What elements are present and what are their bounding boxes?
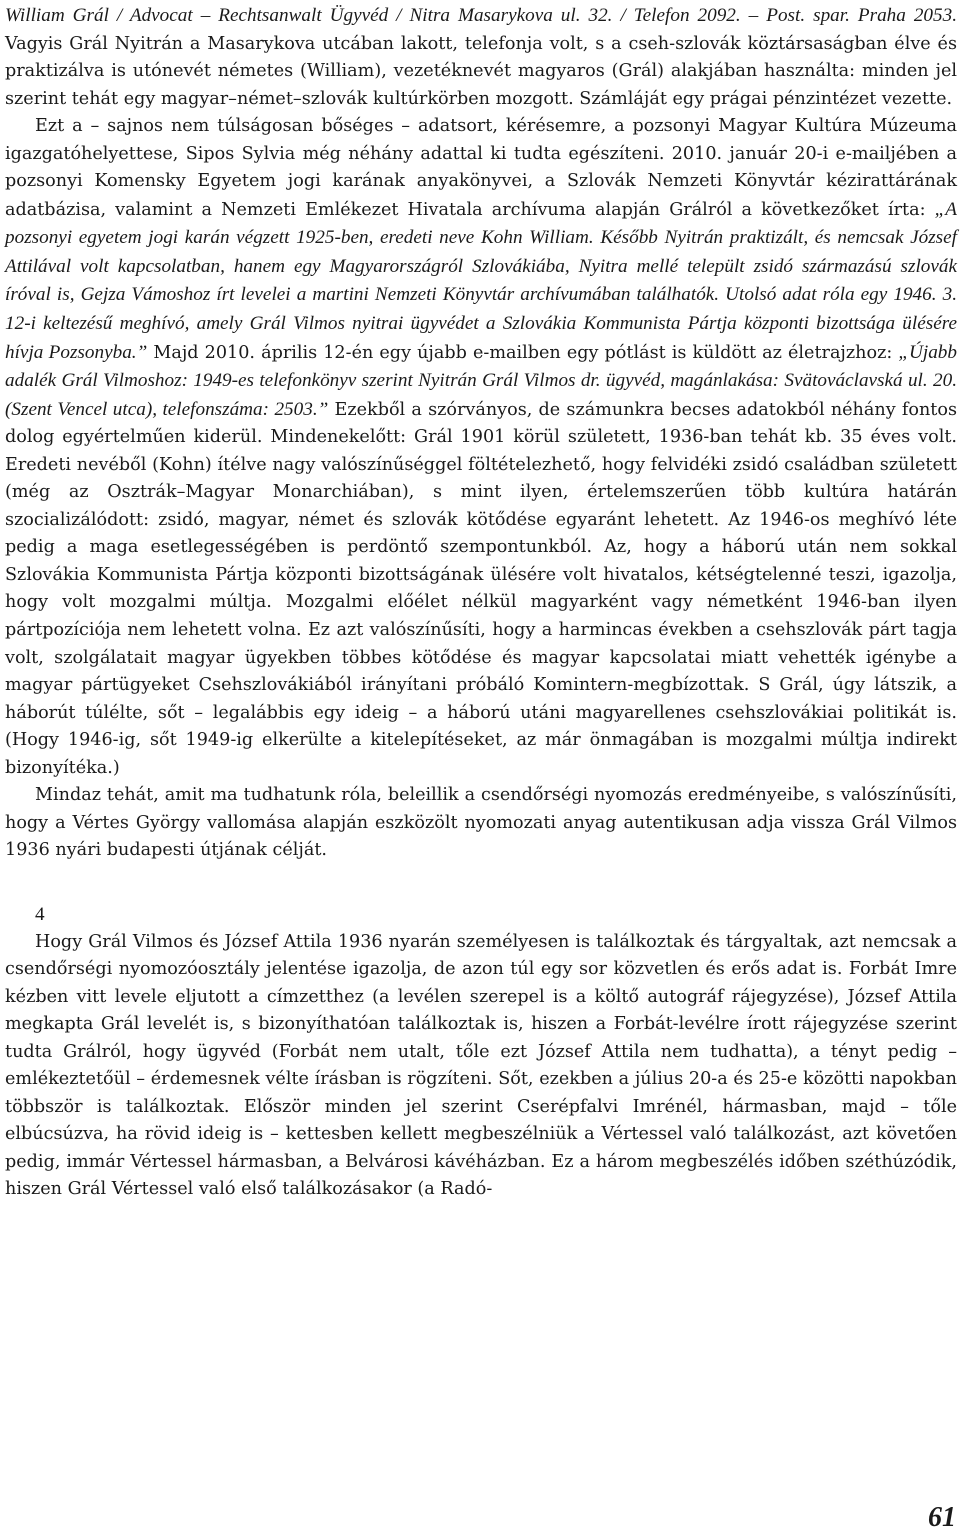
section-number: 4 (35, 903, 45, 925)
footnote-paragraph-2 (5, 113, 957, 782)
section-4-paragraph (5, 929, 957, 1204)
page-number: 61 (928, 1502, 956, 1533)
footnote-paragraph-1 (5, 2, 957, 113)
section-4-text: Hogy Grál Vilmos és József Attila 1936 nyarán személyesen is találkoztak és tárgyaltak, azt nemcsak a csendőrségi nyomozóosztály jelentése igazolja, de azon túl egy sor közvetlen és erős adat is. Forbát Imre kézben vitt levele eljutott a címzetthez (a levélen szerepel is a költő autográf rájegyzése), József Attila megkapta Grál levelét is, s bizonyíthatóan találkoztak is, hiszen a Forbát-levélre írott rájegyzése szerint tudta Grálról, hogy ügyvéd (Forbát nem utalt, tőle ezt József Attila nem tudhatta), a tényt pedig – emlékeztetőül – érdemesnek vélte írásban is rögzíteni. Sőt, ezekben a július 20-a és 25-e közötti napokban többször is találkoztak. Először minden jel szerint Cserépfalvi Imrénél, hármasban, majd – tőle elbúcsúzva, ha rövid ideig is – kettesben kellett megbeszélniük a Vértessel való találkozást, azt követően pedig, immár Vértessel hármasban, a Belvárosi kávéházban. Ez a három megbeszélés időben széthúzódik, hiszen Grál Vértessel való első találkozásakor (a Radó- (5, 931, 957, 1200)
footnote-text-2b: Majd 2010. április 12-én egy újabb e-mailben egy pótlást is küldött az életrajzhoz: (147, 342, 899, 363)
footnote-text-2c: Ezekből a szórványos, de számunkra becses adatokból néhány fontos dolog egyértelműen kiderül. Mindenekelőtt: Grál 1901 körül született, 1936-ban tehát kb. 35 éves volt. Eredeti nevéből (Kohn) ítélve nagy valószínűséggel föltételezhető, hogy felvidéki zsidó családban született (még az Osztrák–Magyar Monarchiában), s mint ilyen, értelemszerűen több kultúra határán szocializálódott: zsidó, magyar, német és szlovák kötődése egyaránt lehetett. Az 1946-os meghívó léte pedig a maga esetlegességében is perdöntő szempontunkból. Az, hogy a háború után nem sokkal Szlovákia Kommunista Pártja központi bizottságának ülésére volt hivatalos, kétségtelenné teszi, igazolja, hogy volt mozgalmi múltja. Mozgalmi előélet nélkül magyarként vagy németként 1946-ban ilyen pártpozíciója nem lehetett volna. Ez azt valószínűsíti, hogy a harmincas években a csehszlovák párt tagja volt, szolgálatait magyar ügyekben többes kötődése és magyar kapcsolatai miatt vehették igénybe a magyar pártügyeket Csehszlovákiából irányítani próbáló Komintern-megbízottak. S Grál, úgy látszik, a háborút túlélte, sőt – legalábbis egy ideig – a háború utáni magyarellenes csehszlovákiai politikát is. (Hogy 1946-ig, sőt 1949-ig elkerülte a kitelepítéseket, az már önmagában is mozgalmi múltja indirekt bizonyítéka.) (5, 399, 957, 778)
footnote-text-3: Mindaz tehát, amit ma tudhatunk róla, beleillik a csendőrségi nyomozás eredményeibe, s valószínűsíti, hogy a Vértes György vallomása alapján eszközölt nyomozati anyag autentikusan adja vissza Grál Vilmos 1936 nyári budapesti útjának célját. (5, 785, 957, 861)
footnote-paragraph-3 (5, 782, 957, 865)
document-page (5, 2, 957, 1204)
quote-email-1: „A pozsonyi egyetem jogi karán végzett 1925-ben, eredeti neve Kohn William. Később Nyitrán praktizált, és nemcsak József Attilával volt kapcsolatban, hanem egy Magyarországról Szlovákiába, Nyitra mellé települt zsidó származású szlovák íróval is, Gejza Vámoshoz írt levelei a martini Nemzeti Könyvtár archívumában találhatók. Utolsó adat róla egy 1946. 3. 12-i keltezésű meghívó, amely Grál Vilmos nyitrai ügyvédet a Szlovákia Kommunista Pártja központi bizottsága ülésére hívja Pozsonyba.” (5, 198, 957, 363)
quote-email-2: „Újabb adalék Grál Vilmoshoz: 1949-es telefonkönyv szerint Nyitrán Grál Vilmos dr. ügyvéd, magánlakása: Svätováclavská ul. 20. (Szent Vencel utca), telefonszáma: 2503.” (5, 341, 957, 420)
letterhead-address: William Grál / Advocat – Rechtsanwalt Ügyvéd / Nitra Masarykova ul. 32. / Telefon 2092. – Post. spar. Praha 2053. (5, 5, 957, 26)
footnote-text-1: Vagyis Grál Nyitrán a Masarykova utcában lakott, telefonja volt, s a cseh-szlovák köztársaságban élve és praktizálva is utónevét németes (William), vezetéknevét magyaros (Grál) alakjában használta: minden jel szerint tehát egy magyar–német–szlovák kultúrkörben mozgott. Számláját egy prágai pénzintézet vezette. (5, 33, 957, 109)
footnote-text-2a: Ezt a – sajnos nem túlságosan bőséges – adatsort, kérésemre, a pozsonyi Magyar Kultúra Múzeuma igazgatóhelyettese, Sipos Sylvia még néhány adattal ki tudta egészíteni. 2010. január 20-i e-mailjében a pozsonyi Komensky Egyetem jogi karának anyakönyvei, a Szlovák Nemzeti Könyvtár kézirattárának adatbázisa, valamint a Nemzeti Emlékezet Hivatala archívuma alapján Grálról a következőket írta: (5, 116, 957, 220)
